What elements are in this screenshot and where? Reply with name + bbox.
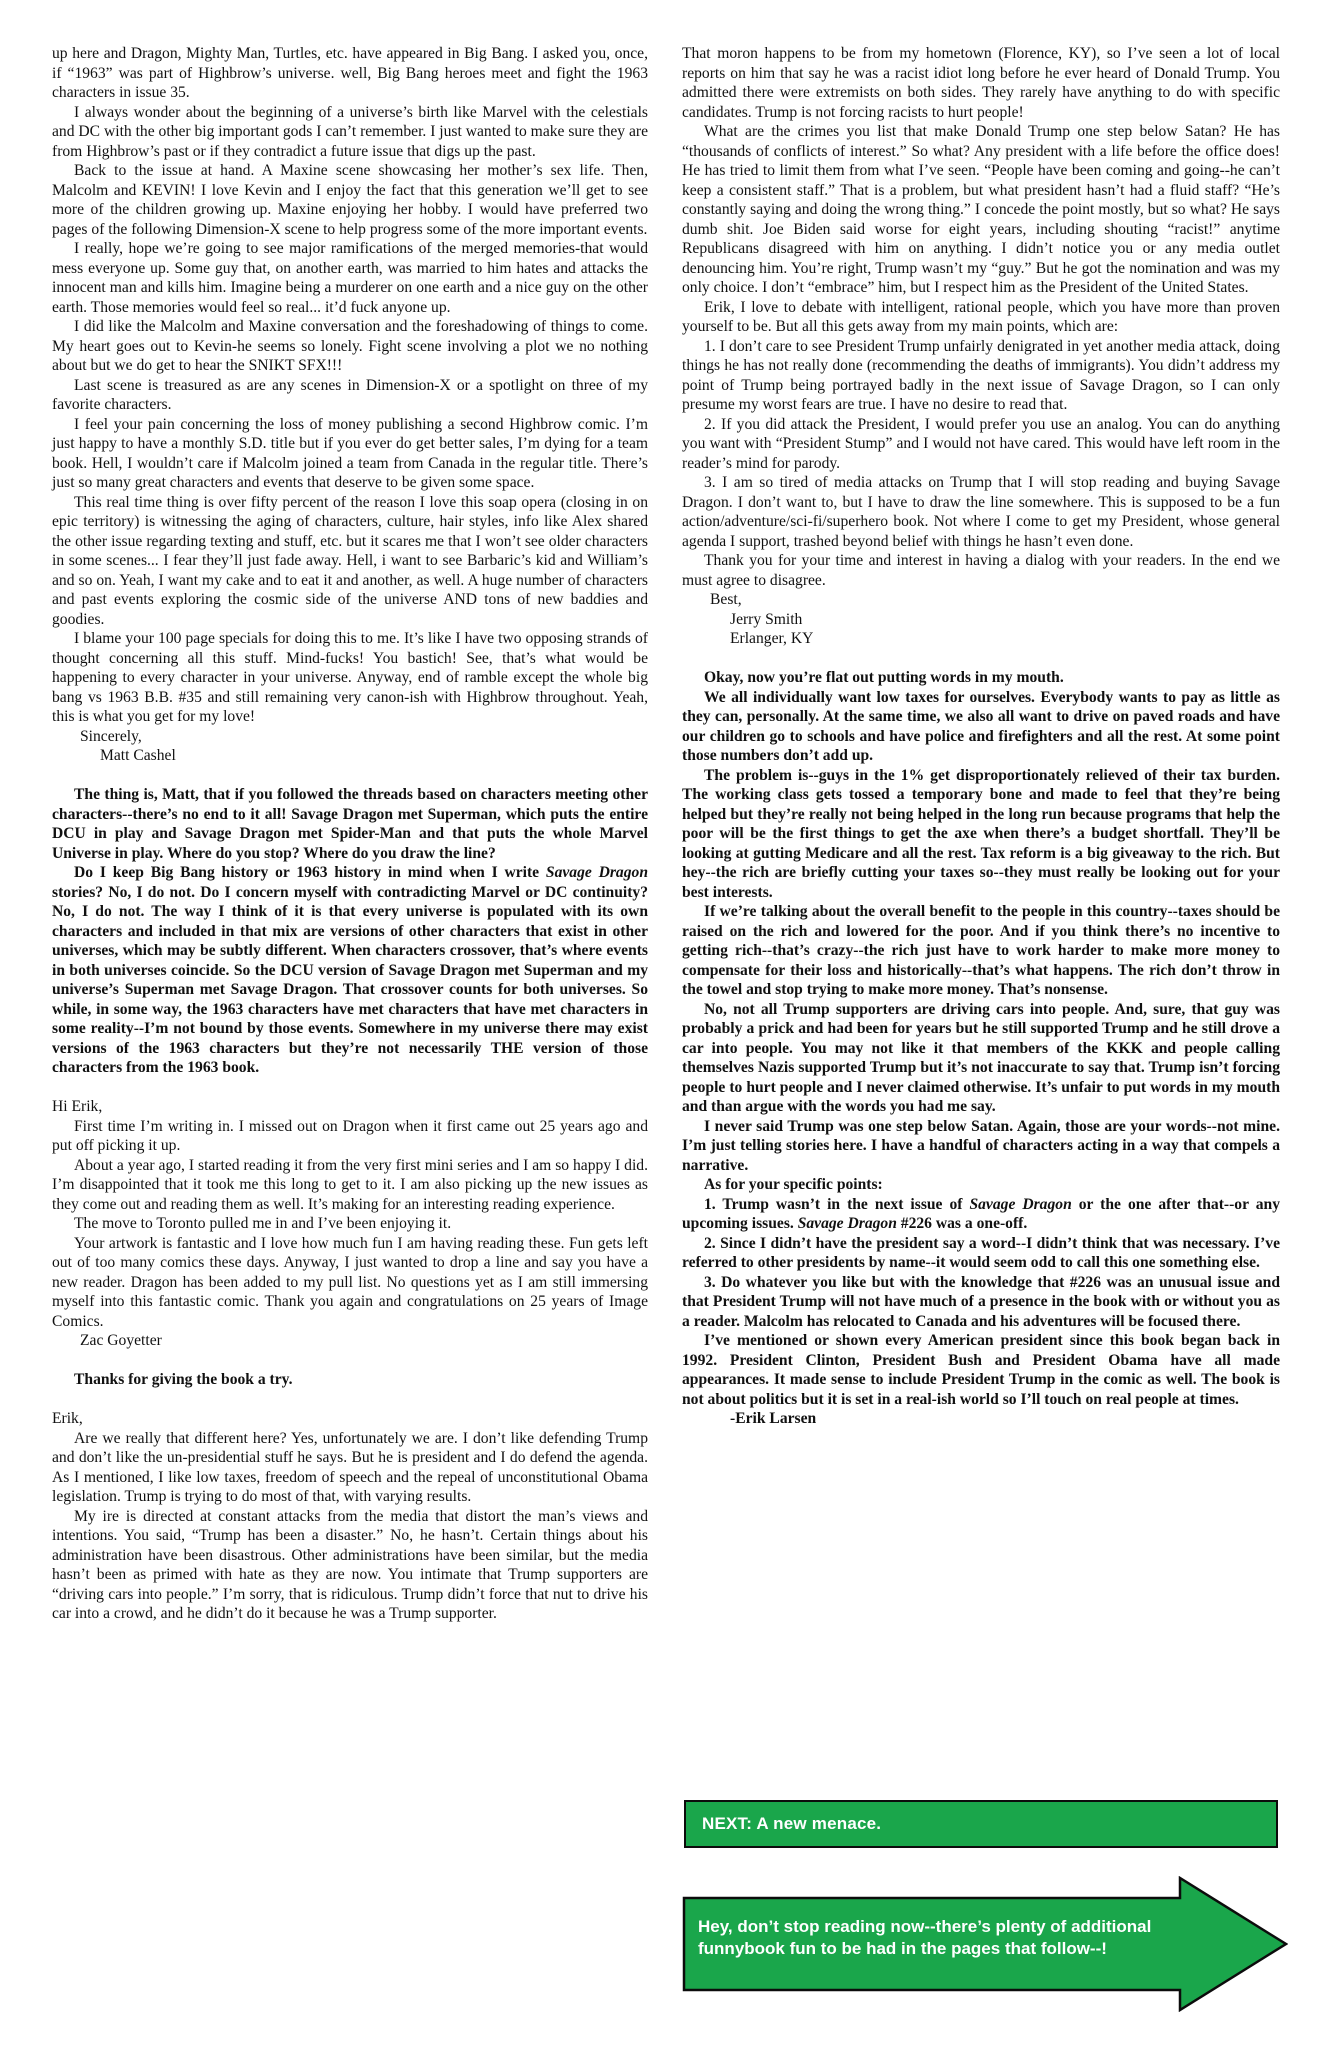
right-column xyxy=(682,44,1280,1429)
letter-paragraph: I blame your 100 page specials for doing this to me. It’s like I have two opposing strands of thought concerning all this stuff. Mind-fucks! You bastich! See, that’s what would be happening to every character in your universe. Anyway, end of ramble except the whole big bang vs 1963 B.B. #35 and still remaining very canon-ish with Highbrow throughout. Yeah, this is what you get for my love! xyxy=(52,630,648,725)
editor-reply-paragraph: We all individually want low taxes for ourselves. Everybody wants to pay as little as they can, personally. At the same time, we also all want to drive on paved roads and have our children go to schools and have police and firefighters and all the rest. At some point those numbers don’t add up. xyxy=(682,688,1280,764)
comic-title: Savage Dragon xyxy=(545,864,648,881)
letter-paragraph: Last scene is treasured as are any scenes in Dimension-X or a spotlight on three of my favorite characters. xyxy=(52,376,648,413)
letter-paragraph: My ire is directed at constant attacks from the media that distort the man’s views and intentions. You said, “Trump has been a disaster.” No, he hasn’t. Certain things about his administration have been disastrous. Other administrations have been similar, but the media hasn’t been as primed with hate as they are now. You intimate that Trump supporters are “driving cars into people.” I’m sorry, that is ridiculous. Trump didn’t force that nut to drive his car into a crowd, and he didn’t do it because he was a Trump supporter. xyxy=(52,1507,648,1622)
editor-reply-paragraph: The thing is, Matt, that if you followed the threads based on characters meeting other characters--there’s no end to it all! Savage Dragon met Superman, which puts the entire DCU in play and Savage Dragon met Spider-Man and that puts the whole Marvel Universe in play. Where do you stop? Where do you draw the line? xyxy=(52,786,648,862)
letter-point: 3. I am so tired of media attacks on Trump that I will stop reading and buying Savage Dragon. I don’t want to, but I have to draw the line somewhere. This is supposed to be a fun action/adventure/sci-fi/superhero book. Not where I come to get my President, whose general agenda I support, trashed beyond belief with things he hasn’t even done. xyxy=(682,474,1280,550)
letter-paragraph: What are the crimes you list that make Donald Trump one step below Satan? He has “thousands of conflicts of interest.” So what? Any president with a life before the office does! He has tried to limit them from what I’ve seen. “People have been coming and going--he can’t keep a consistent staff.” That is a problem, but what president hasn’t had a fluid staff? “He’s constantly saying and doing the wrong thing.” I concede the point mostly, but so what? He says dumb shit. Joe Biden said worse for eight years, including shouting “racist!” anytime Republicans disagreed with him on anything. I didn’t notice you or any media outlet denouncing him. You’re right, Trump wasn’t my “guy.” But he got the nomination and was my only choice. I don’t “embrace” him, but I respect him as the President of the United States. xyxy=(682,123,1280,296)
editor-reply-paragraph: The problem is--guys in the 1% get disproportionately relieved of their tax burden. The working class gets tossed a temporary bone and made to feel that they’re being helped but they’re really not being helped in the long run because programs that help the poor will be the first things to get the axe when there’s a budget shortfall. They’ll be looking at gutting Medicare and all the rest. Tax reform is a big giveaway to the rich. But hey--the rich are briefly cutting your taxes so--they must really be looking out for your best interests. xyxy=(682,766,1280,901)
editor-reply-point xyxy=(682,1195,1280,1234)
letter-greeting: Hi Erik, xyxy=(52,1098,103,1115)
letter-greeting: Erik, xyxy=(52,1410,83,1427)
editor-reply-paragraph: Thanks for giving the book a try. xyxy=(74,1371,293,1388)
continue-reading-text: Hey, don’t stop reading now--there’s plenty of additional funnybook fun to be had in the pages that follow--! xyxy=(698,1917,1152,1958)
letter-paragraph: I always wonder about the beginning of a universe’s birth like Marvel with the celestials and DC with the other big important gods I can’t remember. I just wanted to make sure they are from Highbrow’s past or if they contradict a future issue that digs up the past. xyxy=(52,103,649,160)
editor-reply-paragraph: I’ve mentioned or shown every American president since this book began back in 1992. President Clinton, President Bush and President Obama have all made appearances. It made sense to include President Trump in the comic as well. The book is not about politics but it is set in a real-ish world so I’ll touch on real people at times. xyxy=(682,1332,1280,1408)
letter-signature: Jerry Smith xyxy=(730,610,803,628)
letter-closing: Sincerely, xyxy=(80,727,142,745)
letter-paragraph: First time I’m writing in. I missed out on Dragon when it first came out 25 years ago and put off picking it up. xyxy=(52,1117,648,1154)
letter-paragraph: up here and Dragon, Mighty Man, Turtles, etc. have appeared in Big Bang. I asked you, once, if “1963” was part of Highbrow’s universe. well, Big Bang heroes meet and fight the 1963 characters in issue 35. xyxy=(52,45,648,101)
letter-paragraph: I did like the Malcolm and Maxine conversation and the foreshadowing of things to come. My heart goes out to Kevin-he seems so lonely. Fight scene involving a plot we no nothing about but we do get to hear the SNIKT SFX!!! xyxy=(52,318,648,374)
letter-closing: Best, xyxy=(710,591,742,608)
letter-paragraph: Back to the issue at hand. A Maxine scene showcasing her mother’s sex life. Then, Malcolm and KEVIN! I love Kevin and I enjoy the fact that this generation we’ll get to see more of the children growing up. Maxine enjoying her hobby. I would have preferred two pages of the following Dimension-X scene to help progress some of the more important events. xyxy=(52,162,648,238)
comic-title: Savage Dragon xyxy=(797,1215,897,1232)
letter-paragraph: Thank you for your time and interest in having a dialog with your readers. In the end we must agree to disagree. xyxy=(682,552,1280,589)
comic-title: Savage Dragon xyxy=(969,1195,1072,1213)
editor-signature: -Erik Larsen xyxy=(730,1410,817,1427)
letter-point: 2. If you did attack the President, I would prefer you use an analog. You can do anything you want with “President Stump” and I would not have cared. This would have left room in the reader’s mind for parody. xyxy=(682,415,1280,472)
letter-paragraph: This real time thing is over fifty percent of the reason I love this soap opera (closing in on epic territory) is witnessing the aging of characters, culture, hair styles, info like Alex shared the other issue regarding texting and stuff, etc. but it scares me that I won’t see older characters in some scenes... I fear they’ll just fade away. Hell, i want to see Barbaric’s kid and William’s and so on. Yeah, I want my cake and to eat it and another, as well. A huge number of characters and past events exploring the cosmic side of the universe AND tons of new baddies and goodies. xyxy=(52,493,648,628)
left-column xyxy=(52,44,648,1624)
letter-paragraph: Are we really that different here? Yes, unfortunately we are. I don’t like defending Trump and don’t like the un-presidential stuff he says. But he is president and I do defend the agenda. As I mentioned, I like low taxes, freedom of speech and the repeal of unconstitutional Obama legislation. Trump is trying to do most of that, with varying results. xyxy=(52,1429,648,1505)
letter-paragraph: Erik, I love to debate with intelligent, rational people, which you have more than proven yourself to be. But all this gets away from my main points, which are: xyxy=(682,298,1280,335)
reply-text: or the one after that--or any upcoming issues. xyxy=(682,1195,1280,1232)
letter-signature: Zac Goyetter xyxy=(80,1332,162,1349)
letter-paragraph: I feel your pain concerning the loss of money publishing a second Highbrow comic. I’m just happy to have a monthly S.D. title but if you ever do get better sales, I’m dying for a team book. Hell, I wouldn’t care if Malcolm joined a team from Canada in the regular title. There’s just so many great characters and events that deserve to be given some space. xyxy=(52,415,648,491)
reply-text: 1. Trump wasn’t in the next issue of xyxy=(704,1195,970,1213)
letter-paragraph: I really, hope we’re going to see major ramifications of the merged memories-that would mess everyone up. Some guy that, on another earth, was married to him hates and attacks the innocent man and kills him. Imagine being a murderer on one earth and a nice guy on the other earth. Those memories would feel so real... it’d fuck anyone up. xyxy=(52,240,648,316)
editor-reply-paragraph: Okay, now you’re flat out putting words in my mouth. xyxy=(704,669,1064,686)
letter-signature: Matt Cashel xyxy=(100,747,176,764)
editor-reply-point: 3. Do whatever you like but with the knowledge that #226 was an unusual issue and that President Trump will not have much of a presence in the book with or without you as a reader. Malcolm has relocated to Canada and his adventures will be focused there. xyxy=(682,1273,1280,1330)
editor-reply-paragraph xyxy=(52,863,648,1078)
next-issue-text: NEXT: A new menace. xyxy=(702,1814,882,1833)
editor-reply-paragraph: As for your specific points: xyxy=(704,1176,883,1193)
editor-reply-paragraph: No, not all Trump supporters are driving cars into people. And, sure, that guy was probably a prick and had been for years but he still supported Trump and he still drove a car into people. You may not like it that members of the KKK and people calling themselves Nazis supported Trump but it’s not inaccurate to say that. Trump isn’t forcing people to hurt people and I never claimed otherwise. It’s unfair to put words in my mouth and than argue with the words you had me say. xyxy=(682,1000,1280,1115)
letter-point: 1. I don’t care to see President Trump unfairly denigrated in yet another media attack, doing things he has not really done (recommending the deaths of immigrants). You didn’t address my point of Trump being portrayed badly in the next issue of Savage Dragon, so I can only presume my worst fears are true. I have no desire to read that. xyxy=(682,337,1280,413)
letter-location: Erlanger, KY xyxy=(730,630,814,647)
reply-text: #226 was a one-off. xyxy=(896,1215,1028,1232)
letter-paragraph: Your artwork is fantastic and I love how much fun I am having reading these. Fun gets left out of too many comics these days. Anyway, I just wanted to drop a line and say you have a new reader. Dragon has been added to my pull list. No questions yet as I am still immersing myself into this fantastic comic. Thank you again and congratulations on 25 years of Image Comics. xyxy=(52,1234,648,1330)
editor-reply-point: 2. Since I didn’t have the president say a word--I didn’t think that was necessary. I’ve referred to other presidents by name--it would seem odd to call this one something else. xyxy=(682,1234,1280,1271)
editor-reply-paragraph: I never said Trump was one step below Satan. Again, those are your words--not mine. I’m just telling stories here. I have a handful of characters acting in a way that compels a narrative. xyxy=(682,1117,1280,1174)
letter-paragraph: That moron happens to be from my hometown (Florence, KY), so I’ve seen a lot of local reports on him that say he was a racist idiot long before he ever heard of Donald Trump. You admitted there were extremists on both sides. They rarely have anything to do with specific candidates. Trump is not forcing racists to hurt people! xyxy=(682,45,1280,121)
letter-paragraph: About a year ago, I started reading it from the very first mini series and I am so happy I did. I’m disappointed that it took me this long to get to it. I am also picking up the new issues as they come out and reading them as well. It’s making for an interesting reading experience. xyxy=(52,1156,648,1213)
next-issue-box xyxy=(684,1800,1278,1848)
editor-reply-paragraph: If we’re talking about the overall benefit to the people in this country--taxes should be raised on the rich and lowered for the poor. And if you think there’s no incentive to getting rich--that’s crazy--the rich just have to work harder to make more money to compensate for their loss and historically--that’s what happens. The rich don’t throw in the towel and stop trying to make more money. That’s nonsense. xyxy=(682,903,1280,998)
letter-paragraph: The move to Toronto pulled me in and I’ve been enjoying it. xyxy=(74,1215,452,1232)
reply-text: Do I keep Big Bang history or 1963 history in mind when I write xyxy=(74,864,546,881)
reply-text: stories? No, I do not. Do I concern myself with contradicting Marvel or DC continuity? No, I do not. The way I think of it is that every universe is populated with its own characters and included in that mix are versions of other characters that exist in other universes, which may be subtly different. When characters crossover, that’s where events in both universes coincide. So the DCU version of Savage Dragon met Superman and my universe’s Superman met Savage Dragon. That crossover counts for both universes. So while, in some way, the 1963 characters have met characters that have met characters in some reality--I’m not bound by those events. Somewhere in my universe there may exist versions of the 1963 characters but they’re not necessarily THE version of those characters from the 1963 book. xyxy=(52,883,648,1076)
